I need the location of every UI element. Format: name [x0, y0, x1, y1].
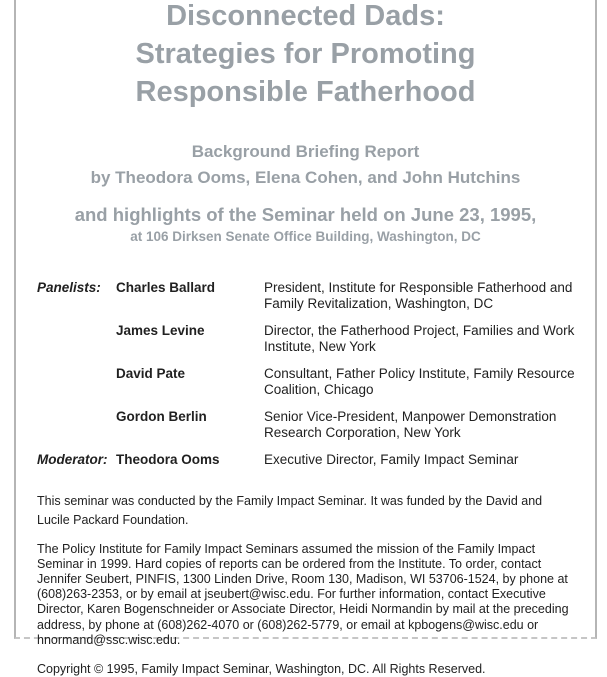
participant-name: David Pate: [116, 366, 186, 381]
report-title: [16, 0, 595, 111]
moderator-description: Executive Director, Family Impact Seminar: [264, 452, 519, 467]
participants-table: [37, 280, 577, 468]
participant-name: James Levine: [116, 323, 205, 338]
seminar-location-line: at 106 Dirksen Senate Office Building, Washington, DC: [130, 229, 481, 244]
participant-name: Charles Ballard: [116, 280, 216, 295]
participant-role: [37, 366, 116, 397]
report-subtitle: [16, 139, 595, 191]
participant-role: [37, 323, 116, 354]
report-title-line-2: Strategies for Promoting: [135, 38, 476, 70]
participant-description: Director, the Fatherhood Project, Families and Work Institute, New York: [264, 323, 575, 354]
report-authors-line: by Theodora Ooms, Elena Cohen, and John Hutchins: [90, 168, 521, 187]
copyright-line: Copyright © 1995, Family Impact Seminar, Washington, DC. All Rights Reserved.: [37, 661, 486, 676]
seminar-date-line: and highlights of the Seminar held on June 23, 1995,: [74, 204, 537, 225]
report-type-line: Background Briefing Report: [191, 142, 420, 161]
participant-role: Panelists:: [37, 280, 101, 295]
moderator-role: Moderator:: [37, 452, 108, 467]
report-page: [14, 0, 597, 676]
report-title-line-3: Responsible Fatherhood: [135, 76, 476, 108]
moderator-name: Theodora Ooms: [116, 452, 220, 467]
participant-name: Gordon Berlin: [116, 409, 207, 424]
participant-description: Senior Vice-President, Manpower Demonstration Research Corporation, New York: [264, 409, 557, 440]
ordering-contact-note: The Policy Institute for Family Impact Seminars assumed the mission of the Family Impact Seminar in 1999. Hard copies of reports can be ordered from the Institute. To order, contact Jennifer Seubert, PINFIS, 1300 Linden Drive, Room 130, Madison, WI 53706-1524, by phone at (608)263-2353, or by email at jseubert@wisc.edu. For further information, contact Executive Director, Karen Bogenschneider or Associate Director, Heidi Normandin by mail at the preceding address, by phone at (608)262-4070 or (608)262-5779, or email at kpbogens@wisc.edu or hnormand@ssc.wisc.edu.: [37, 541, 569, 647]
participant-role: [37, 409, 116, 440]
funding-note: This seminar was conducted by the Family Impact Seminar. It was funded by the David and Lucile Packard Foundation.: [37, 493, 543, 527]
participant-description: Consultant, Father Policy Institute, Family Resource Coalition, Chicago: [264, 366, 575, 397]
footer-notes: [37, 492, 577, 677]
report-title-line-1: Disconnected Dads:: [166, 0, 445, 32]
participant-description: President, Institute for Responsible Fatherhood and Family Revitalization, Washington, DC: [264, 280, 573, 311]
